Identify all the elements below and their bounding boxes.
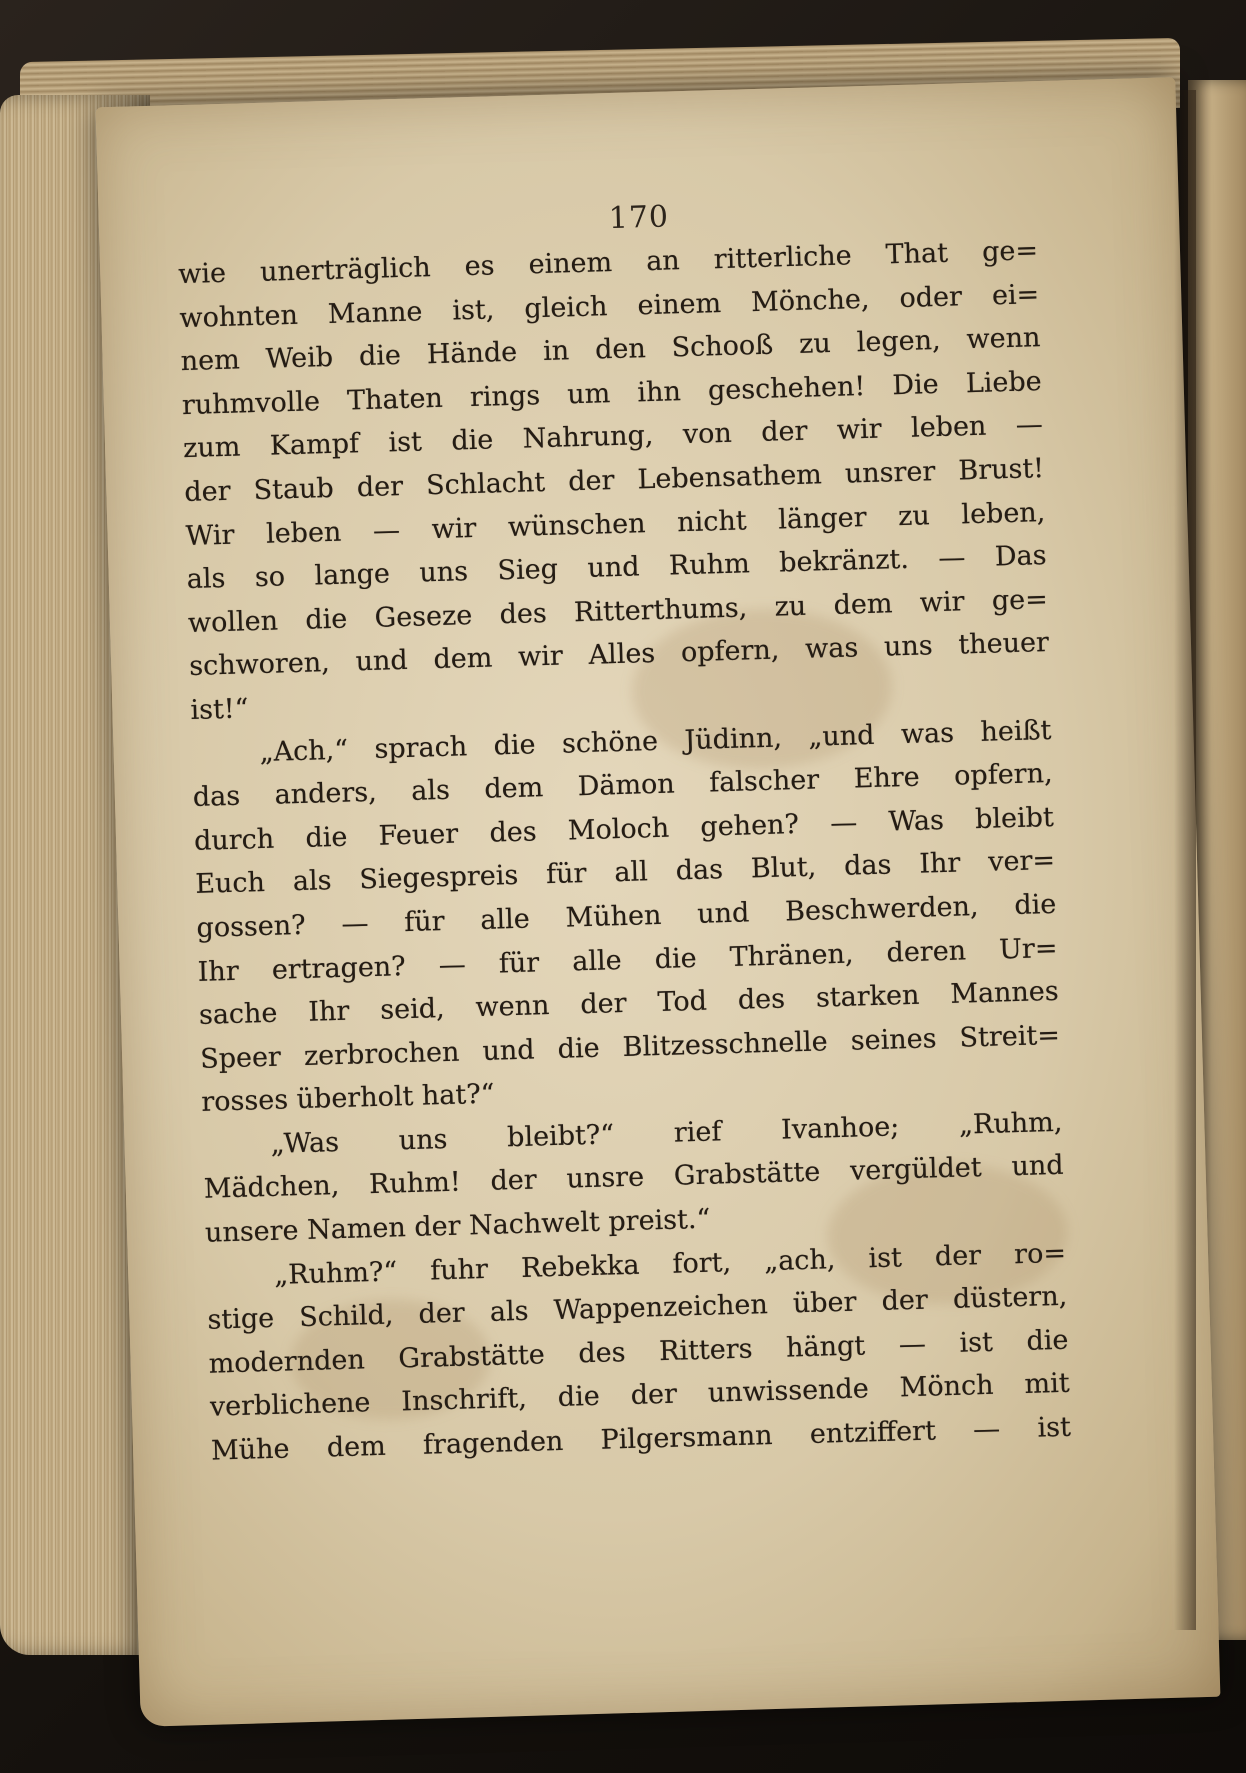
page-gutter-shadow <box>1174 90 1196 1630</box>
text-line: ruhmvolle Thaten rings um ihn geschehen! Die Liebe <box>181 365 1043 421</box>
page-number: 170 <box>608 199 670 237</box>
text-line: rosses überholt hat?“ <box>200 1078 495 1119</box>
text-line: schworen, und dem wir Alles opfern, was uns theuer <box>188 627 1050 683</box>
text-line: unsere Namen der Nachwelt preist.“ <box>204 1203 711 1249</box>
text-line: Ihr ertragen? — für alle die Thränen, deren Ur= <box>197 932 1058 988</box>
text-line: Wir leben — wir wünschen nicht länger zu leben, <box>185 496 1046 552</box>
text-line: gossen? — für alle Mühen und Beschwerden, die <box>196 888 1057 944</box>
text-line: nem Weib die Hände in den Schooß zu legen, wenn <box>180 322 1041 378</box>
text-line: Mädchen, Ruhm! der unsre Grabstätte vergüldet und <box>203 1150 1064 1206</box>
book-page <box>96 77 1221 1727</box>
text-line: „Ach,“ sprach die schöne Jüdinn, „und was heißt <box>259 714 1052 768</box>
text-line: zum Kampf ist die Nahrung, von der wir leben — <box>182 409 1044 465</box>
text-line: verblichene Inschrift, die der unwissende Mönch mit <box>209 1368 1071 1424</box>
text-line: „Was uns bleibt?“ rief Ivanhoe; „Ruhm, <box>270 1106 1063 1160</box>
text-line: Mühe dem fragenden Pilgersmann entziffert — ist <box>210 1411 1072 1467</box>
text-line: der Staub der Schlacht der Lebensathem unsrer Brust! <box>183 453 1045 509</box>
page-text <box>178 229 1072 1473</box>
text-line: als so lange uns Sieg und Ruhm bekränzt. — Das <box>186 540 1047 596</box>
text-line: Euch als Siegespreis für all das Blut, das Ihr ver= <box>194 845 1056 901</box>
text-line: stige Schild, der als Wappenzeichen über der düstern, <box>207 1280 1068 1336</box>
text-line: das anders, als dem Dämon falscher Ehre opfern, <box>192 758 1054 814</box>
text-line: ist!“ <box>190 693 249 726</box>
text-line: „Ruhm?“ fuhr Rebekka fort, „ach, ist der ro= <box>273 1237 1067 1291</box>
text-line: wollen die Geseze des Ritterthums, zu dem wir ge= <box>187 583 1049 639</box>
text-line: Speer zerbrochen und die Blitzesschnelle seines Streit= <box>199 1019 1061 1075</box>
text-line: wie unerträglich es einem an ritterliche That ge= <box>177 235 1039 291</box>
text-line: modernden Grabstätte des Ritters hängt — ist die <box>208 1324 1069 1380</box>
text-line: sache Ihr seid, wenn der Tod des starken Mannes <box>198 975 1060 1031</box>
text-line: durch die Feuer des Moloch gehen? — Was bleibt <box>193 801 1055 857</box>
text-line: wohnten Manne ist, gleich einem Mönche, oder ei= <box>179 278 1040 334</box>
